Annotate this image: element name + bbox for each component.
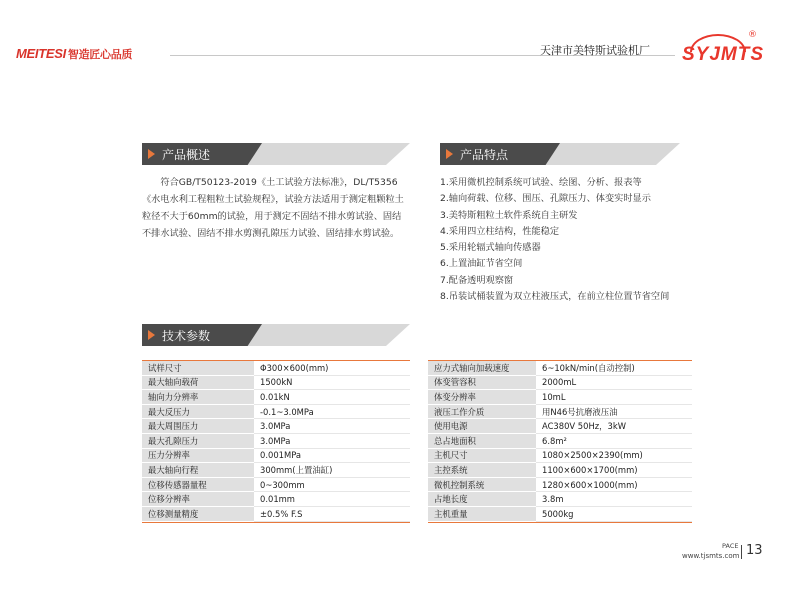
spec-value: 0.01kN — [254, 390, 410, 405]
logo-slogan: 智造匠心品质 — [67, 49, 133, 61]
features-list — [440, 175, 669, 305]
spec-key: 最大孔隙压力 — [142, 433, 254, 448]
spec-table-right — [428, 360, 692, 523]
spec-row — [142, 404, 410, 419]
spec-row — [428, 390, 692, 405]
spec-value: 3.8m — [536, 492, 692, 507]
spec-row — [142, 419, 410, 434]
spec-key: 位移分辨率 — [142, 492, 254, 507]
overview-title: 产品概述 — [162, 148, 211, 162]
spec-row — [142, 448, 410, 463]
logo-text: MEITESI — [16, 46, 66, 61]
spec-row — [142, 506, 410, 521]
specs-title: 技术参数 — [162, 329, 211, 343]
spec-value: 0.001MPa — [254, 448, 410, 463]
spec-key: 主控系统 — [428, 463, 536, 478]
spec-value: 1100×600×1700(mm) — [536, 463, 692, 478]
spec-key: 轴向力分辨率 — [142, 390, 254, 405]
spec-row — [428, 492, 692, 507]
spec-key: 占地长度 — [428, 492, 536, 507]
page-divider — [741, 545, 742, 559]
spec-row — [142, 477, 410, 492]
spec-value: 0~300mm — [254, 477, 410, 492]
feature-item: 5.采用轮辐式轴向传感器 — [440, 242, 541, 254]
features-header — [440, 143, 680, 165]
spec-value: 1280×600×1000(mm) — [536, 477, 692, 492]
features-title: 产品特点 — [460, 148, 509, 162]
spec-key: 试样尺寸 — [142, 361, 254, 375]
spec-value: 用N46号抗磨液压油 — [536, 404, 692, 419]
spec-row — [428, 433, 692, 448]
registered-mark: ® — [748, 30, 757, 40]
spec-key: 体变分辨率 — [428, 390, 536, 405]
spec-row — [428, 361, 692, 375]
specs-header — [142, 324, 410, 346]
spec-table-left — [142, 360, 410, 523]
feature-item: 7.配备透明观察窗 — [440, 274, 514, 286]
spec-value: 6~10kN/min(自动控制) — [536, 361, 692, 375]
feature-item: 3.美特斯粗粒土软件系统自主研发 — [440, 209, 578, 221]
feature-item: 6.上置油缸节省空间 — [440, 258, 523, 270]
spec-value: 5000kg — [536, 506, 692, 521]
triangle-marker-icon — [148, 149, 155, 159]
spec-row — [428, 404, 692, 419]
spec-row — [142, 361, 410, 375]
spec-key: 最大轴向载荷 — [142, 375, 254, 390]
spec-key: 液压工作介质 — [428, 404, 536, 419]
spec-key: 最大轴向行程 — [142, 463, 254, 478]
spec-row — [142, 375, 410, 390]
spec-key: 位移测量精度 — [142, 506, 254, 521]
spec-row — [428, 506, 692, 521]
spec-value: -0.1~3.0MPa — [254, 404, 410, 419]
spec-row — [428, 448, 692, 463]
overview-header — [142, 143, 410, 165]
spec-key: 使用电源 — [428, 419, 536, 434]
spec-value: 1080×2500×2390(mm) — [536, 448, 692, 463]
spec-value: 300mm(上置油缸) — [254, 463, 410, 478]
spec-row — [142, 492, 410, 507]
website-url: www.tjsmts.com — [682, 552, 740, 560]
spec-value: 3.0MPa — [254, 419, 410, 434]
spec-value: 3.0MPa — [254, 433, 410, 448]
pace-label: PACE — [722, 542, 739, 550]
spec-row — [142, 433, 410, 448]
spec-key: 主机尺寸 — [428, 448, 536, 463]
spec-value: 0.01mm — [254, 492, 410, 507]
spec-key: 位移传感器量程 — [142, 477, 254, 492]
spec-value: 6.8m² — [536, 433, 692, 448]
spec-key: 主机重量 — [428, 506, 536, 521]
spec-key: 微机控制系统 — [428, 477, 536, 492]
spec-value: 10mL — [536, 390, 692, 405]
triangle-marker-icon — [148, 330, 155, 340]
spec-row — [142, 463, 410, 478]
feature-item: 8.吊装试桶装置为双立柱液压式，在前立柱位置节省空间 — [440, 291, 670, 303]
feature-item: 1.采用微机控制系统可试验、绘图、分析、报表等 — [440, 177, 642, 188]
spec-key: 最大反压力 — [142, 404, 254, 419]
spec-key: 应力式轴向加载速度 — [428, 361, 536, 375]
feature-item: 4.采用四立柱结构，性能稳定 — [440, 225, 560, 237]
spec-key: 最大周围压力 — [142, 419, 254, 434]
spec-key: 体变管容积 — [428, 375, 536, 390]
spec-row — [428, 375, 692, 390]
spec-value: 1500kN — [254, 375, 410, 390]
spec-row — [142, 390, 410, 405]
spec-value: ±0.5% F.S — [254, 506, 410, 521]
page-number: 13 — [746, 543, 763, 558]
overview-text: 符合GB/T50123-2019《土工试验方法标准》，DL/T5356《水电水利工程粗粒土试验规程》，试验方法适用于测定粗颗粒土粒径不大于60mm的试验，用于测定不固结不排水剪试验、固结不排水试验、固结不排水剪测孔隙压力试验、固结排水剪试验。 — [142, 177, 404, 239]
spec-value: Φ300×600(mm) — [254, 361, 410, 375]
feature-item: 2.轴向荷载、位移、围压、孔隙压力、体变实时显示 — [440, 193, 651, 205]
triangle-marker-icon — [446, 149, 453, 159]
spec-key: 压力分辨率 — [142, 448, 254, 463]
spec-value: 2000mL — [536, 375, 692, 390]
spec-value: AC380V 50Hz，3kW — [536, 419, 692, 434]
factory-name: 天津市美特斯试验机厂 — [540, 44, 650, 57]
meitesi-logo — [16, 46, 132, 62]
spec-row — [428, 477, 692, 492]
spec-row — [428, 419, 692, 434]
spec-row — [428, 463, 692, 478]
brand-logo: SYJMTS — [682, 44, 765, 65]
spec-key: 总占地面积 — [428, 433, 536, 448]
